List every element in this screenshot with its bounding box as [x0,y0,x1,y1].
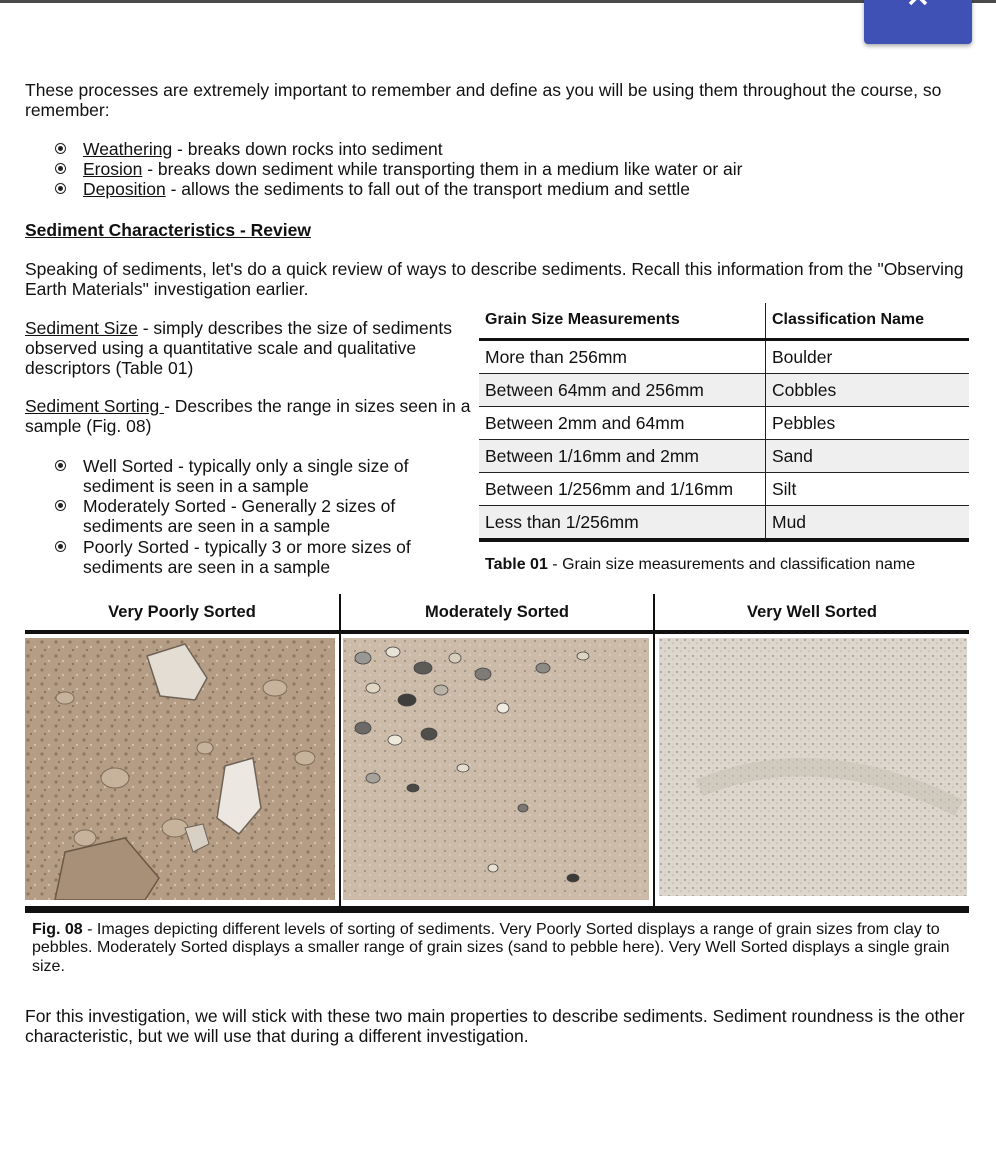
table-row [479,440,969,473]
radio-bullet-icon [55,163,66,174]
list-item: Weathering - breaks down rocks into sediment [55,139,955,159]
table-cell: Pebbles [766,407,970,440]
well-sorted-photo [659,638,967,896]
table-cell: Less than 1/256mm [479,506,766,541]
radio-bullet-icon [55,500,66,511]
table-cell: Cobbles [766,374,970,407]
table-cell: Between 64mm and 256mm [479,374,766,407]
table-row [479,340,969,374]
figure-divider [25,906,969,913]
top-nav-button[interactable] [864,0,972,44]
table-header-cell: Grain Size Measurements [479,303,766,340]
sorting-list [55,456,435,577]
list-item: Erosion - breaks down sediment while transporting them in a medium like water or air [55,159,955,179]
chevron-up-icon [900,0,936,6]
process-list [55,139,955,199]
figure-column-header: Very Poorly Sorted [108,602,256,621]
table-cell: Between 2mm and 64mm [479,407,766,440]
list-item: Moderately Sorted - Generally 2 sizes of sediments are seen in a sample [55,496,435,536]
sorting-figure [25,594,969,914]
table-cell: More than 256mm [479,340,766,374]
table-row [479,506,969,541]
table-cell: Boulder [766,340,970,374]
table-cell: Between 1/16mm and 2mm [479,440,766,473]
intro-paragraph: These processes are extremely important to remember and define as you will be using them throughout the course, so remember: [25,80,942,121]
table-row [479,374,969,407]
poorly-sorted-photo [25,638,335,900]
figure-divider [339,594,341,906]
top-divider [0,0,996,3]
list-item: Deposition - allows the sediments to fall out of the transport medium and settle [55,179,955,199]
section-heading: Sediment Characteristics - Review [25,220,311,240]
table-cell: Silt [766,473,970,506]
table-cell: Sand [766,440,970,473]
table-row [479,473,969,506]
figure-caption: Fig. 08 - Images depicting different levels of sorting of sediments. Very Poorly Sorted displays a range of grain sizes from clay to pebbles. Moderately Sorted displays a smaller range of grain sizes (sand to pebble here). Very Well Sorted displays a single grain size. [32,921,950,975]
sediment-sorting-paragraph: Sediment Sorting - Describes the range in sizes seen in a sample (Fig. 08) [25,396,471,437]
list-item: Well Sorted - typically only a single size of sediment is seen in a sample [55,456,435,496]
table-header-cell: Classification Name [766,303,970,340]
table-header-row [479,303,969,340]
sediment-size-paragraph: Sediment Size - simply describes the size of sediments observed using a quantitative scale and qualitative descriptors (Table 01) [25,318,452,379]
closing-paragraph: For this investigation, we will stick with these two main properties to describe sediments. Sediment roundness is the other characteristic, but we will use that during a different investigation. [25,1006,965,1047]
figure-column-header: Very Well Sorted [747,602,877,621]
figure-column-header: Moderately Sorted [425,602,569,621]
review-paragraph: Speaking of sediments, let's do a quick review of ways to describe sediments. Recall this information from the "Observing Earth Materials" investigation earlier. [25,259,964,300]
table-cell: Between 1/256mm and 1/16mm [479,473,766,506]
grain-size-table [479,303,969,542]
table-row [479,407,969,440]
list-item: Poorly Sorted - typically 3 or more sizes of sediments are seen in a sample [55,537,435,577]
radio-bullet-icon [55,183,66,194]
radio-bullet-icon [55,143,66,154]
table-cell: Mud [766,506,970,541]
moderately-sorted-photo [343,638,649,900]
radio-bullet-icon [55,460,66,471]
figure-divider [25,630,969,634]
radio-bullet-icon [55,541,66,552]
table-caption: Table 01 - Grain size measurements and classification name [485,556,916,573]
figure-divider [653,594,655,906]
